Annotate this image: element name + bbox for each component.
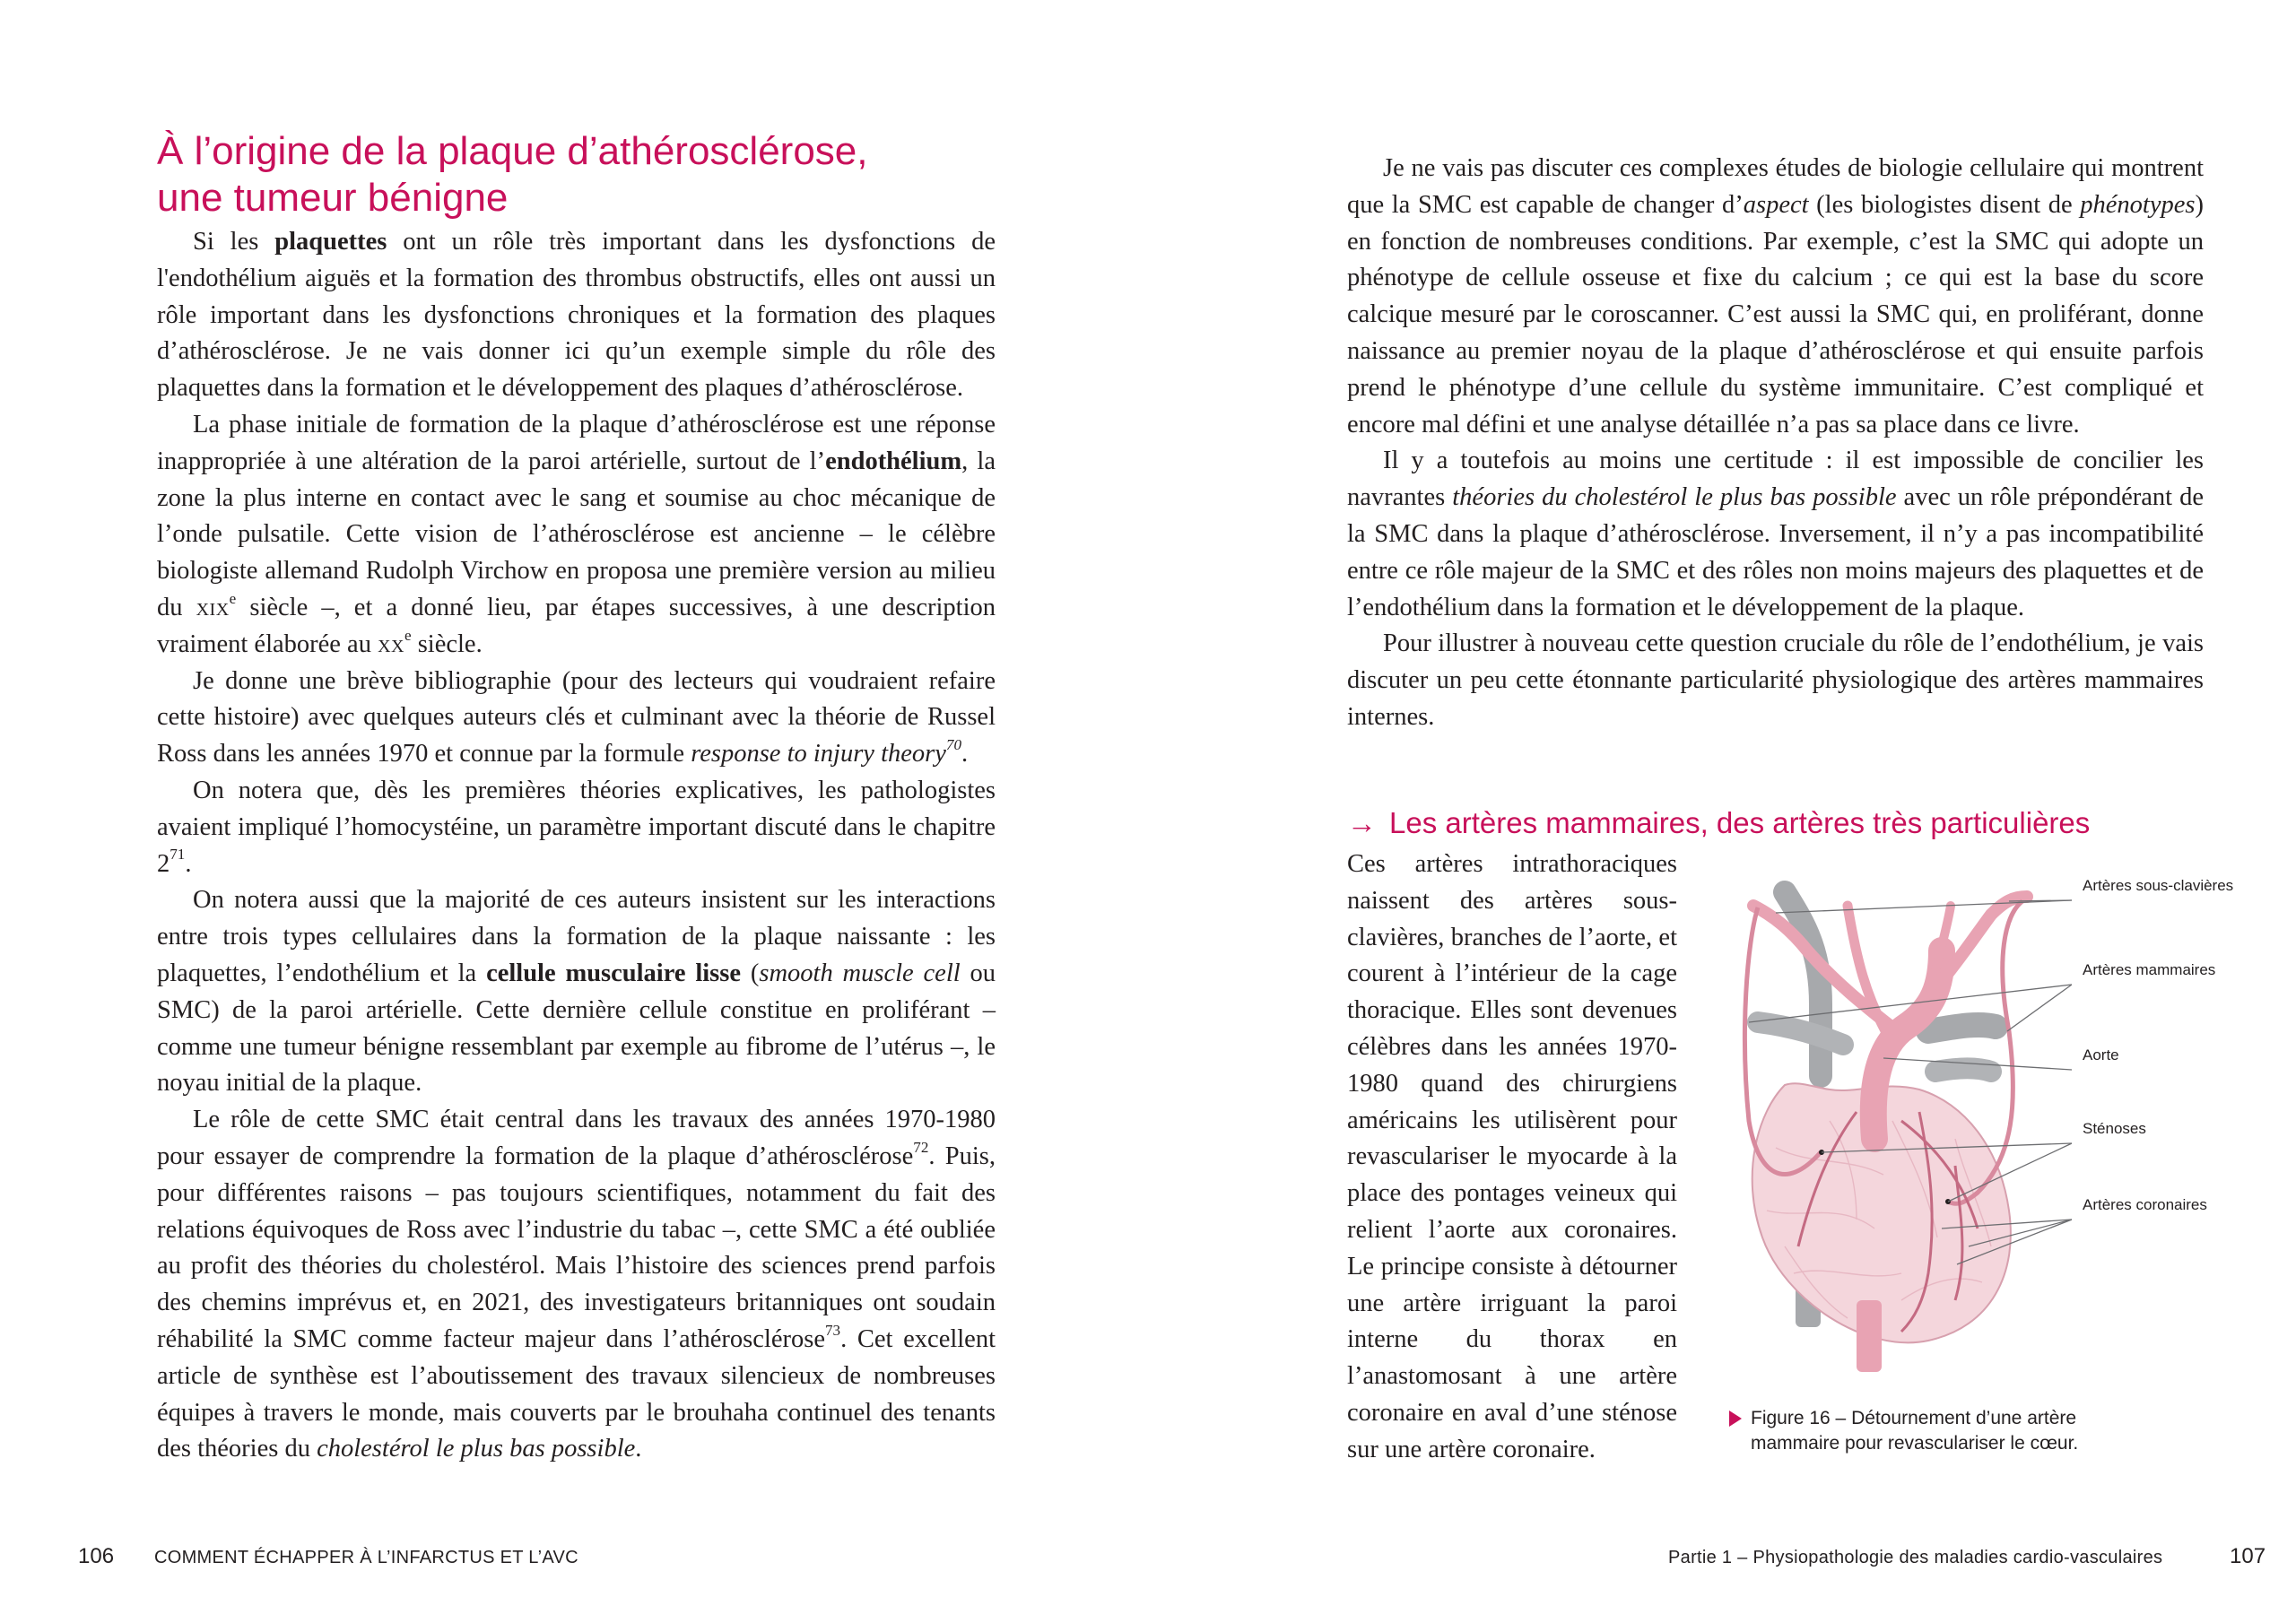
arrow-icon: →	[1347, 806, 1377, 839]
left-body-text	[157, 224, 996, 1468]
label-coronary-arteries: Artères coronaires	[2083, 1196, 2207, 1213]
label-stenoses: Sténoses	[2083, 1120, 2146, 1137]
chapter-title	[157, 128, 1036, 221]
triangle-marker-icon	[1729, 1411, 1742, 1427]
chapter-title-line-2: une tumeur bénigne	[157, 176, 509, 220]
page-number-left: 106	[78, 1544, 115, 1568]
running-head-left: COMMENT ÉCHAPPER À L’INFARCTUS ET L’AVC	[154, 1548, 578, 1567]
figure-caption-text: Figure 16 – Détournement d’une artère mammaire pour revasculariser le cœur.	[1751, 1408, 2079, 1454]
running-head-right: Partie 1 – Physiopathologie des maladies cardio-vasculaires	[1668, 1548, 2163, 1567]
paragraph: La phase initiale de formation de la plaque d’athérosclérose est une réponse inappropriée à une altération de la paroi artérielle, surtout de l’endothélium, la zone la plus interne en contact avec le sang et soumise au choc mécanique de l’onde pulsatile. Cette vision de l’athérosclérose est ancienne – le célèbre biologiste allemand Rudolph Virchow en proposa une première version au milieu du xix$^e$ siècle –, et a donné lieu, par étapes successives, à une description vraiment élaborée au $xx^e$ siècle.	[157, 410, 996, 658]
label-subclavian-arteries: Artères sous-clavières	[2083, 877, 2234, 894]
paragraph: Je ne vais pas discuter ces complexes études de biologie cellulaire qui montrent que la SMC est capable de changer d’aspect (les biologistes disent de phénotypes) en fonction de nombreuses conditions. Par exemple, c’est la SMC qui adopte un phénotype de cellule osseuse et fixe du calcium ; ce qui est la base du score calcique mesuré par le coroscanner. C’est aussi la SMC qui, en proliférant, donne naissance au premier noyau de la plaque d’athérosclérose et qui ensuite parfois prend le phénotype d’une cellule du système immunitaire. C’est compliqué et encore mal défini et une analyse détaillée n’a pas sa place dans ce livre.	[1347, 154, 2204, 438]
paragraph: Si les plaquettes ont un rôle très important dans les dysfonctions de l'endothélium aiguës et la formation des thrombus obstructifs, elles ont aussi un rôle important dans les dysfonctions chroniques et la formation des plaques d’athérosclérose. Je ne vais donner ici qu’un exemple simple du rôle des plaquettes dans la formation et le développement des plaques d’athérosclérose.	[157, 228, 996, 403]
page-number-right: 107	[2230, 1544, 2266, 1568]
right-body-text	[1347, 151, 2204, 736]
section-subheading-text: Les artères mammaires, des artères très particulières	[1389, 806, 2091, 839]
paragraph: Ces artères intrathoraciques naissent des artères sous-clavières, branches de l’aorte, et courent à l’intérieur de la cage thoracique. Elles sont devenues célèbres dans les années 1970-1980 quand des chirurgiens américains les utilisèrent pour revasculariser le myocarde à la place des pontages veineux qui relient l’aorte aux coronaires. Le principe consiste à détourner une artère irriguant la paroi interne du thorax en l’anastomosant à une artère coronaire en aval d’une sténose sur une artère coronaire.	[1347, 850, 1677, 1463]
paragraph: Il y a toutefois au moins une certitude : il est impossible de concilier les navrantes théories du cholestérol le plus bas possible avec un rôle prépondérant de la SMC dans la plaque d’athérosclérose. Inversement, il n’y a pas incompatibilité entre ce rôle majeur de la SMC et des rôles non moins majeurs des plaquettes et de l’endothélium dans la formation et le développement de la plaque.	[1347, 447, 2204, 621]
section-subheading	[1347, 805, 2226, 841]
figure-caption	[1731, 1406, 2144, 1456]
label-mammary-arteries: Artères mammaires	[2083, 961, 2216, 978]
figure-side-text	[1347, 846, 1677, 1469]
chapter-title-line-1: À l’origine de la plaque d’athérosclérose,	[157, 129, 868, 173]
paragraph: Le rôle de cette SMC était central dans les travaux des années 1970-1980 pour essayer de comprendre la formation de la plaque d’athérosclérose$^{72}$. Puis, pour différentes raisons – pas toujours scientifiques, notamment du fait des relations équivoques de Ross avec l’industrie du tabac –, cette SMC a été oubliée au profit des théories du cholestérol. Mais l’histoire des sciences prend parfois des chemins imprévus et, en 2021, des investigateurs britanniques ont soudain réhabilité la SMC comme facteur majeur dans l’athérosclérose$^{73}$. Cet excellent article de synthèse est l’aboutissement des travaux silencieux de nombreuses équipes à travers le monde, mais couverts par le brouhaha continuel des tenants des théories du cholestérol le plus bas possible.	[157, 1106, 996, 1463]
right-page	[1148, 0, 2296, 1606]
paragraph: Je donne une brève bibliographie (pour des lecteurs qui voudraient refaire cette histoire) avec quelques auteurs clés et culminant avec la théorie de Russel Ross dans les années 1970 et connue par la formule response to injury theory$^{70}$.	[157, 666, 996, 768]
paragraph: Pour illustrer à nouveau cette question cruciale du rôle de l’endothélium, je vais discuter un peu cette étonnante particularité physiologique des artères mammaires internes.	[1347, 629, 2204, 731]
paragraph: On notera aussi que la majorité de ces auteurs insistent sur les interactions entre trois types cellulaires dans la formation de la plaque naissante : les plaquettes, l’endothélium et la cellule musculaire lisse (smooth muscle cell ou SMC) de la paroi artérielle. Cette dernière cellule constitue en proliférant – comme une tumeur bénigne ressemblant par exemple au fibrome de l’utérus –, le noyau initial de la plaque.	[157, 886, 996, 1098]
heart-artery-illustration	[1722, 852, 2072, 1381]
paragraph: On notera que, dès les premières théories explicatives, les pathologistes avaient impliqué l’homocystéine, un paramètre important discuté dans le chapitre $2^{71}$.	[157, 776, 996, 878]
label-aorta: Aorte	[2083, 1046, 2119, 1063]
